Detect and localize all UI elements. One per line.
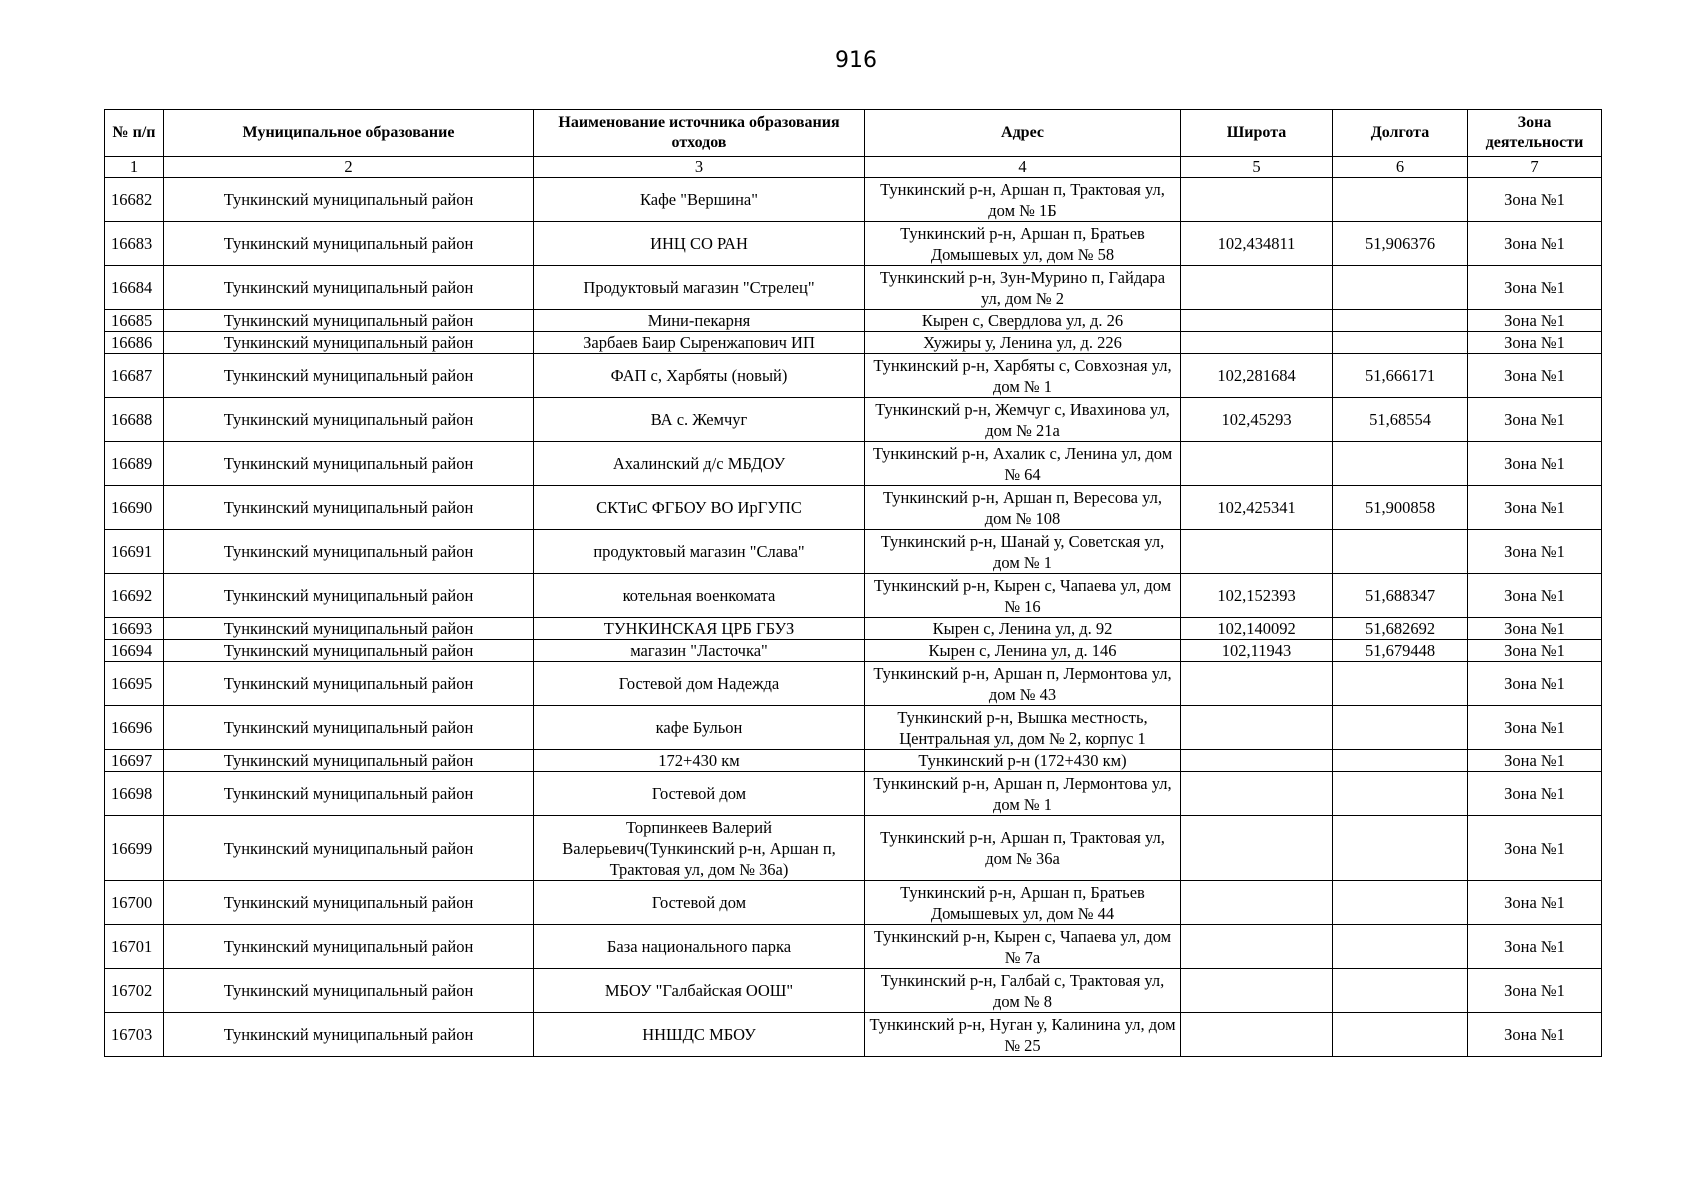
address-cell: Тункинский р-н, Кырен с, Чапаева ул, дом № 16: [865, 574, 1181, 618]
address-cell: Тункинский р-н, Галбай с, Трактовая ул, дом № 8: [865, 969, 1181, 1013]
longitude-cell: 51,666171: [1333, 354, 1468, 398]
longitude-cell: [1333, 750, 1468, 772]
latitude-cell: 102,140092: [1181, 618, 1333, 640]
latitude-cell: [1181, 969, 1333, 1013]
waste-source-cell: 172+430 км: [534, 750, 865, 772]
address-cell: Тункинский р-н, Ахалик с, Ленина ул, дом № 64: [865, 442, 1181, 486]
longitude-cell: 51,682692: [1333, 618, 1468, 640]
waste-source-cell: ФАП с, Харбяты (новый): [534, 354, 865, 398]
latitude-cell: [1181, 442, 1333, 486]
latitude-cell: 102,281684: [1181, 354, 1333, 398]
table-row: [105, 332, 1602, 354]
zone-cell: Зона №1: [1468, 925, 1602, 969]
zone-cell: Зона №1: [1468, 881, 1602, 925]
column-number-cell: 2: [164, 157, 534, 178]
latitude-cell: 102,11943: [1181, 640, 1333, 662]
latitude-cell: [1181, 925, 1333, 969]
waste-source-cell: ТУНКИНСКАЯ ЦРБ ГБУЗ: [534, 618, 865, 640]
zone-cell: Зона №1: [1468, 222, 1602, 266]
latitude-cell: 102,434811: [1181, 222, 1333, 266]
header-cell: Широта: [1181, 110, 1333, 157]
zone-cell: Зона №1: [1468, 772, 1602, 816]
address-cell: Кырен с, Ленина ул, д. 92: [865, 618, 1181, 640]
longitude-cell: [1333, 925, 1468, 969]
longitude-cell: [1333, 816, 1468, 881]
address-cell: Тункинский р-н, Нуган у, Калинина ул, дом № 25: [865, 1013, 1181, 1057]
row-number-cell: 16687: [105, 354, 164, 398]
column-number-row: [105, 157, 1602, 178]
table-row: [105, 969, 1602, 1013]
address-cell: Тункинский р-н, Кырен с, Чапаева ул, дом № 7а: [865, 925, 1181, 969]
latitude-cell: [1181, 530, 1333, 574]
zone-cell: Зона №1: [1468, 178, 1602, 222]
latitude-cell: [1181, 1013, 1333, 1057]
table-row: [105, 530, 1602, 574]
municipality-cell: Тункинский муниципальный район: [164, 178, 534, 222]
zone-cell: Зона №1: [1468, 618, 1602, 640]
zone-cell: Зона №1: [1468, 1013, 1602, 1057]
zone-cell: Зона №1: [1468, 969, 1602, 1013]
longitude-cell: [1333, 332, 1468, 354]
row-number-cell: 16688: [105, 398, 164, 442]
header-cell: Муниципальное образование: [164, 110, 534, 157]
table-row: [105, 640, 1602, 662]
zone-cell: Зона №1: [1468, 332, 1602, 354]
latitude-cell: 102,425341: [1181, 486, 1333, 530]
table-row: [105, 222, 1602, 266]
table-row: [105, 354, 1602, 398]
waste-source-cell: котельная военкомата: [534, 574, 865, 618]
table-row: [105, 925, 1602, 969]
table-row: [105, 881, 1602, 925]
row-number-cell: 16700: [105, 881, 164, 925]
waste-source-cell: Гостевой дом: [534, 772, 865, 816]
waste-sources-table: [104, 109, 1602, 1057]
row-number-cell: 16699: [105, 816, 164, 881]
municipality-cell: Тункинский муниципальный район: [164, 750, 534, 772]
address-cell: Тункинский р-н, Зун-Мурино п, Гайдара ул, дом № 2: [865, 266, 1181, 310]
waste-source-cell: Торпинкеев Валерий Валерьевич(Тункинский р-н, Аршан п, Трактовая ул, дом № 36а): [534, 816, 865, 881]
address-cell: Кырен с, Свердлова ул, д. 26: [865, 310, 1181, 332]
table-row: [105, 618, 1602, 640]
municipality-cell: Тункинский муниципальный район: [164, 310, 534, 332]
row-number-cell: 16684: [105, 266, 164, 310]
address-cell: Тункинский р-н, Шанай у, Советская ул, дом № 1: [865, 530, 1181, 574]
header-cell: Наименование источника образования отходов: [534, 110, 865, 157]
waste-source-cell: База национального парка: [534, 925, 865, 969]
waste-source-cell: Кафе "Вершина": [534, 178, 865, 222]
row-number-cell: 16685: [105, 310, 164, 332]
address-cell: Тункинский р-н, Аршан п, Лермонтова ул, дом № 43: [865, 662, 1181, 706]
row-number-cell: 16686: [105, 332, 164, 354]
municipality-cell: Тункинский муниципальный район: [164, 266, 534, 310]
table-row: [105, 772, 1602, 816]
column-number-cell: 7: [1468, 157, 1602, 178]
address-cell: Кырен с, Ленина ул, д. 146: [865, 640, 1181, 662]
longitude-cell: 51,900858: [1333, 486, 1468, 530]
zone-cell: Зона №1: [1468, 310, 1602, 332]
address-cell: Тункинский р-н, Аршан п, Братьев Домышевых ул, дом № 58: [865, 222, 1181, 266]
row-number-cell: 16698: [105, 772, 164, 816]
zone-cell: Зона №1: [1468, 574, 1602, 618]
table-row: [105, 816, 1602, 881]
address-cell: Тункинский р-н, Аршан п, Лермонтова ул, дом № 1: [865, 772, 1181, 816]
zone-cell: Зона №1: [1468, 354, 1602, 398]
latitude-cell: [1181, 881, 1333, 925]
column-number-cell: 3: [534, 157, 865, 178]
longitude-cell: [1333, 178, 1468, 222]
zone-cell: Зона №1: [1468, 662, 1602, 706]
municipality-cell: Тункинский муниципальный район: [164, 332, 534, 354]
table-row: [105, 750, 1602, 772]
row-number-cell: 16693: [105, 618, 164, 640]
table-body: [105, 178, 1602, 1057]
latitude-cell: [1181, 772, 1333, 816]
row-number-cell: 16691: [105, 530, 164, 574]
municipality-cell: Тункинский муниципальный район: [164, 816, 534, 881]
table-row: [105, 178, 1602, 222]
waste-source-cell: Ахалинский д/с МБДОУ: [534, 442, 865, 486]
municipality-cell: Тункинский муниципальный район: [164, 925, 534, 969]
latitude-cell: [1181, 750, 1333, 772]
longitude-cell: [1333, 1013, 1468, 1057]
waste-source-cell: Гостевой дом Надежда: [534, 662, 865, 706]
table-row: [105, 398, 1602, 442]
municipality-cell: Тункинский муниципальный район: [164, 486, 534, 530]
longitude-cell: [1333, 662, 1468, 706]
municipality-cell: Тункинский муниципальный район: [164, 640, 534, 662]
latitude-cell: [1181, 816, 1333, 881]
latitude-cell: [1181, 178, 1333, 222]
waste-source-cell: ИНЦ СО РАН: [534, 222, 865, 266]
longitude-cell: 51,68554: [1333, 398, 1468, 442]
table-row: [105, 442, 1602, 486]
latitude-cell: [1181, 332, 1333, 354]
table-row: [105, 1013, 1602, 1057]
page-number: 916: [835, 48, 877, 73]
table-row: [105, 266, 1602, 310]
zone-cell: Зона №1: [1468, 750, 1602, 772]
column-number-cell: 1: [105, 157, 164, 178]
municipality-cell: Тункинский муниципальный район: [164, 530, 534, 574]
latitude-cell: [1181, 706, 1333, 750]
longitude-cell: [1333, 530, 1468, 574]
zone-cell: Зона №1: [1468, 816, 1602, 881]
longitude-cell: [1333, 706, 1468, 750]
row-number-cell: 16701: [105, 925, 164, 969]
longitude-cell: 51,906376: [1333, 222, 1468, 266]
longitude-cell: [1333, 310, 1468, 332]
municipality-cell: Тункинский муниципальный район: [164, 1013, 534, 1057]
waste-source-cell: магазин "Ласточка": [534, 640, 865, 662]
latitude-cell: [1181, 662, 1333, 706]
header-row: [105, 110, 1602, 157]
header-cell: Адрес: [865, 110, 1181, 157]
municipality-cell: Тункинский муниципальный район: [164, 398, 534, 442]
longitude-cell: 51,679448: [1333, 640, 1468, 662]
address-cell: Тункинский р-н, Харбяты с, Совхозная ул, дом № 1: [865, 354, 1181, 398]
table-row: [105, 574, 1602, 618]
latitude-cell: 102,152393: [1181, 574, 1333, 618]
address-cell: Тункинский р-н, Аршан п, Братьев Домышевых ул, дом № 44: [865, 881, 1181, 925]
row-number-cell: 16683: [105, 222, 164, 266]
zone-cell: Зона №1: [1468, 640, 1602, 662]
municipality-cell: Тункинский муниципальный район: [164, 662, 534, 706]
waste-source-cell: кафе Бульон: [534, 706, 865, 750]
zone-cell: Зона №1: [1468, 266, 1602, 310]
address-cell: Тункинский р-н, Аршан п, Трактовая ул, дом № 1Б: [865, 178, 1181, 222]
longitude-cell: 51,688347: [1333, 574, 1468, 618]
row-number-cell: 16696: [105, 706, 164, 750]
address-cell: Тункинский р-н, Вышка местность, Центральная ул, дом № 2, корпус 1: [865, 706, 1181, 750]
column-number-cell: 5: [1181, 157, 1333, 178]
municipality-cell: Тункинский муниципальный район: [164, 772, 534, 816]
waste-source-cell: СКТиС ФГБОУ ВО ИрГУПС: [534, 486, 865, 530]
row-number-cell: 16697: [105, 750, 164, 772]
longitude-cell: [1333, 266, 1468, 310]
row-number-cell: 16689: [105, 442, 164, 486]
row-number-cell: 16682: [105, 178, 164, 222]
header-cell: Зона деятельности: [1468, 110, 1602, 157]
header-cell: Долгота: [1333, 110, 1468, 157]
address-cell: Тункинский р-н, Аршан п, Вересова ул, дом № 108: [865, 486, 1181, 530]
zone-cell: Зона №1: [1468, 486, 1602, 530]
table-row: [105, 486, 1602, 530]
waste-source-cell: ННШДС МБОУ: [534, 1013, 865, 1057]
zone-cell: Зона №1: [1468, 442, 1602, 486]
row-number-cell: 16702: [105, 969, 164, 1013]
table-row: [105, 310, 1602, 332]
zone-cell: Зона №1: [1468, 530, 1602, 574]
municipality-cell: Тункинский муниципальный район: [164, 881, 534, 925]
table-row: [105, 662, 1602, 706]
column-number-cell: 4: [865, 157, 1181, 178]
longitude-cell: [1333, 881, 1468, 925]
waste-source-cell: МБОУ "Галбайская ООШ": [534, 969, 865, 1013]
longitude-cell: [1333, 969, 1468, 1013]
column-number-cell: 6: [1333, 157, 1468, 178]
row-number-cell: 16703: [105, 1013, 164, 1057]
address-cell: Хужиры у, Ленина ул, д. 226: [865, 332, 1181, 354]
municipality-cell: Тункинский муниципальный район: [164, 969, 534, 1013]
longitude-cell: [1333, 442, 1468, 486]
waste-source-cell: Мини-пекарня: [534, 310, 865, 332]
longitude-cell: [1333, 772, 1468, 816]
header-cell: № п/п: [105, 110, 164, 157]
row-number-cell: 16690: [105, 486, 164, 530]
latitude-cell: 102,45293: [1181, 398, 1333, 442]
row-number-cell: 16692: [105, 574, 164, 618]
municipality-cell: Тункинский муниципальный район: [164, 442, 534, 486]
waste-source-cell: Зарбаев Баир Сыренжапович ИП: [534, 332, 865, 354]
waste-source-cell: продуктовый магазин "Слава": [534, 530, 865, 574]
waste-source-cell: Продуктовый магазин "Стрелец": [534, 266, 865, 310]
municipality-cell: Тункинский муниципальный район: [164, 706, 534, 750]
row-number-cell: 16695: [105, 662, 164, 706]
zone-cell: Зона №1: [1468, 706, 1602, 750]
waste-source-cell: Гостевой дом: [534, 881, 865, 925]
waste-source-cell: ВА с. Жемчуг: [534, 398, 865, 442]
zone-cell: Зона №1: [1468, 398, 1602, 442]
table-row: [105, 706, 1602, 750]
latitude-cell: [1181, 310, 1333, 332]
municipality-cell: Тункинский муниципальный район: [164, 618, 534, 640]
municipality-cell: Тункинский муниципальный район: [164, 574, 534, 618]
municipality-cell: Тункинский муниципальный район: [164, 222, 534, 266]
address-cell: Тункинский р-н, Жемчуг с, Ивахинова ул, дом № 21а: [865, 398, 1181, 442]
municipality-cell: Тункинский муниципальный район: [164, 354, 534, 398]
address-cell: Тункинский р-н (172+430 км): [865, 750, 1181, 772]
address-cell: Тункинский р-н, Аршан п, Трактовая ул, дом № 36а: [865, 816, 1181, 881]
latitude-cell: [1181, 266, 1333, 310]
row-number-cell: 16694: [105, 640, 164, 662]
